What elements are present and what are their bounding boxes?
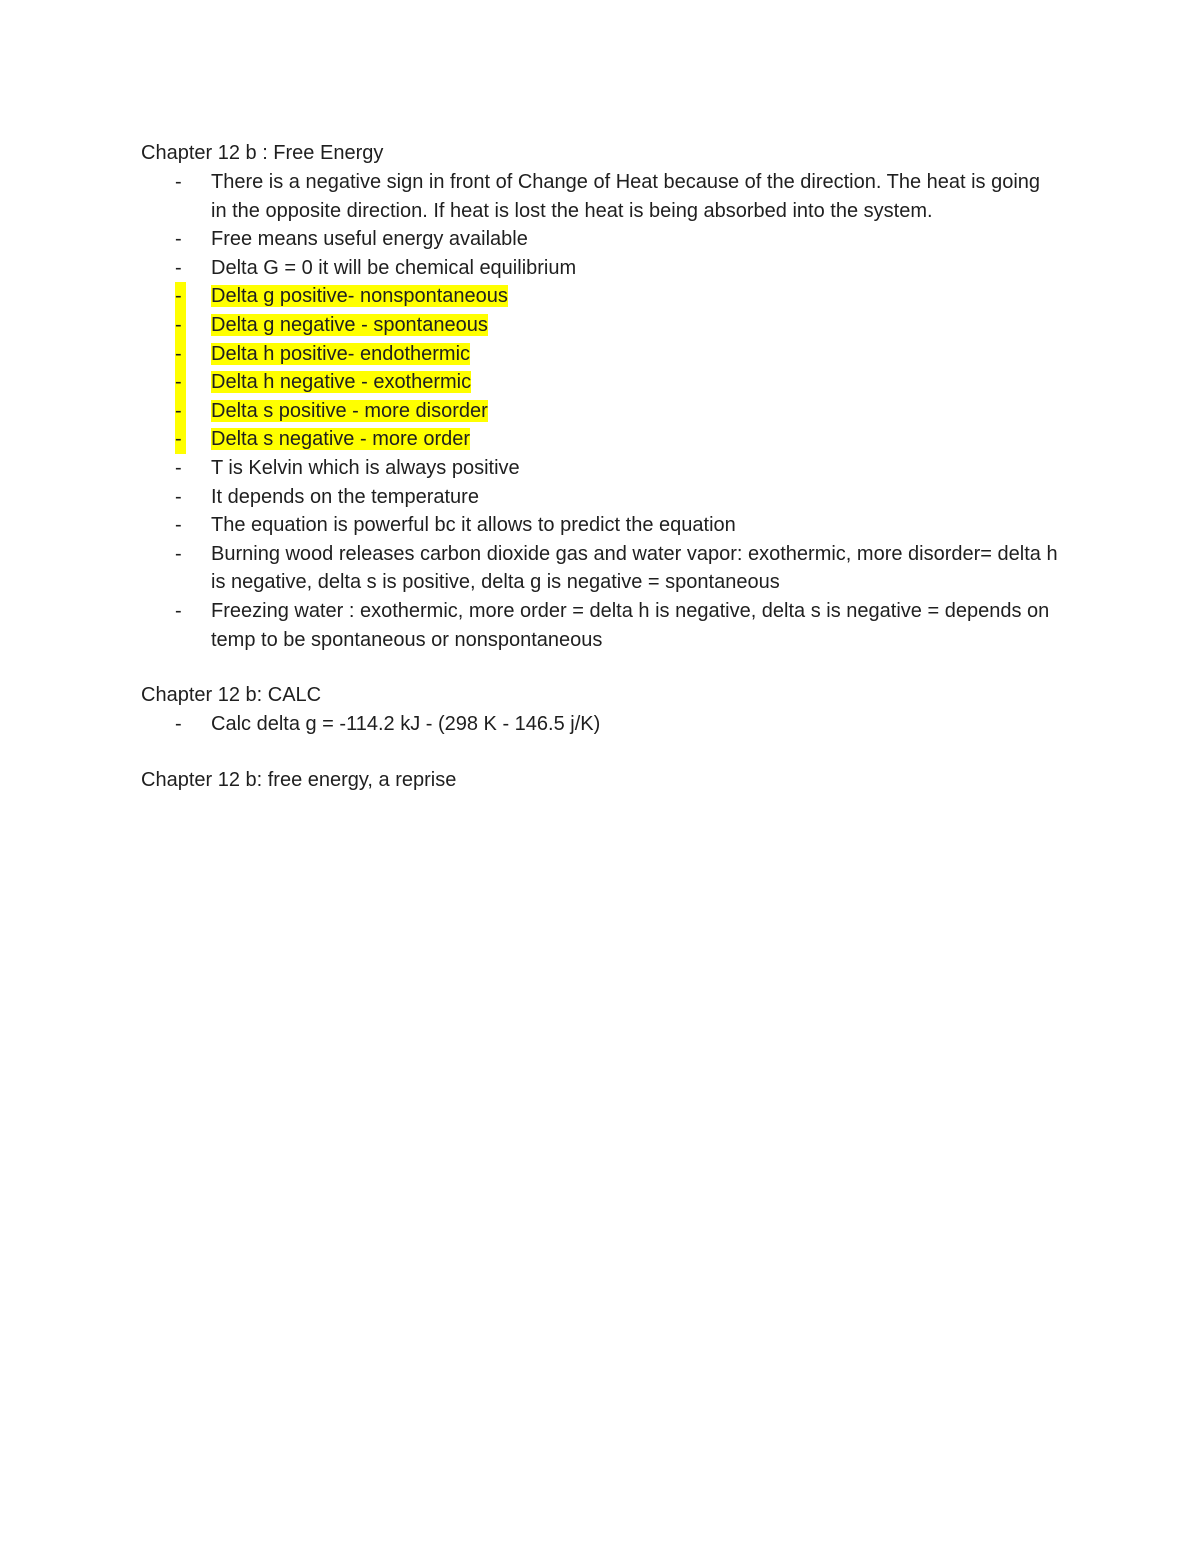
bullet-dash: - [175,514,182,537]
list-item [141,540,1061,597]
section-heading: Chapter 12 b : Free Energy [141,142,384,164]
list-item-text: It depends on the temperature [211,485,479,508]
bullet-dash: - [175,599,182,622]
bullet-dash: - [175,456,182,479]
list-item-text: Delta s negative - more order [211,428,471,451]
bullet-dash: - [175,228,182,251]
list-item-text: The equation is powerful bc it allows to predict the equation [211,514,736,537]
list-item [141,225,1061,254]
bullet-dash: - [175,311,186,340]
list-item-text: Delta h negative - exothermic [211,371,472,394]
section-reprise [141,766,1061,795]
bullet-dash: - [175,256,182,279]
list-item-highlighted [141,311,1061,340]
list-item [141,511,1061,540]
list-item-text: Delta s positive - more disorder [211,399,488,422]
section-heading: Chapter 12 b: CALC [141,684,322,707]
bullet-dash: - [175,340,186,369]
list-item-text: Calc delta g = -114.2 kJ - (298 K - 146.5 j/K) [211,713,601,736]
list-item-highlighted [141,282,1061,311]
list-item [141,168,1061,225]
section-calc [141,681,1061,739]
list-item-text: There is a negative sign in front of Change of Heat because of the direction. The heat is going in the opposite direction. If heat is lost the heat is being absorbed into the system. [211,171,1041,222]
bullet-dash: - [175,368,186,397]
document-page [141,139,1061,795]
bullet-dash: - [175,485,182,508]
bullet-dash: - [175,542,182,565]
list-item [141,483,1061,512]
list-item-text: T is Kelvin which is always positive [211,456,520,479]
list-item [141,454,1061,483]
list-item-text: Free means useful energy available [211,228,528,251]
section-heading: Chapter 12 b: free energy, a reprise [141,768,457,791]
bullet-dash: - [175,425,186,454]
bullet-dash: - [175,171,182,193]
bullet-dash: - [175,713,182,736]
list-item-text: Freezing water : exothermic, more order = delta h is negative, delta s is negative = depends on temp to be spontaneous or nonspontaneous [211,599,1050,651]
list-item-highlighted [141,397,1061,426]
list-item-text: Delta g negative - spontaneous [211,313,488,336]
list-item-text: Delta h positive- endothermic [211,342,471,365]
list-item [141,597,1061,654]
list-item-text: Delta g positive- nonspontaneous [211,285,508,308]
list-item-highlighted [141,368,1061,397]
bullet-list [141,168,1061,654]
list-item-text: Delta G = 0 it will be chemical equilibrium [211,256,577,279]
list-item-text: Burning wood releases carbon dioxide gas and water vapor: exothermic, more disorder= delta h is negative, delta s is positive, delta g is negative = spontaneous [211,542,1058,594]
list-item-highlighted [141,340,1061,369]
bullet-dash: - [175,397,186,426]
bullet-list [141,710,1061,739]
section-free-energy [141,139,1061,654]
list-item [141,710,1061,739]
bullet-dash: - [175,282,186,311]
list-item [141,254,1061,283]
list-item-highlighted [141,425,1061,454]
